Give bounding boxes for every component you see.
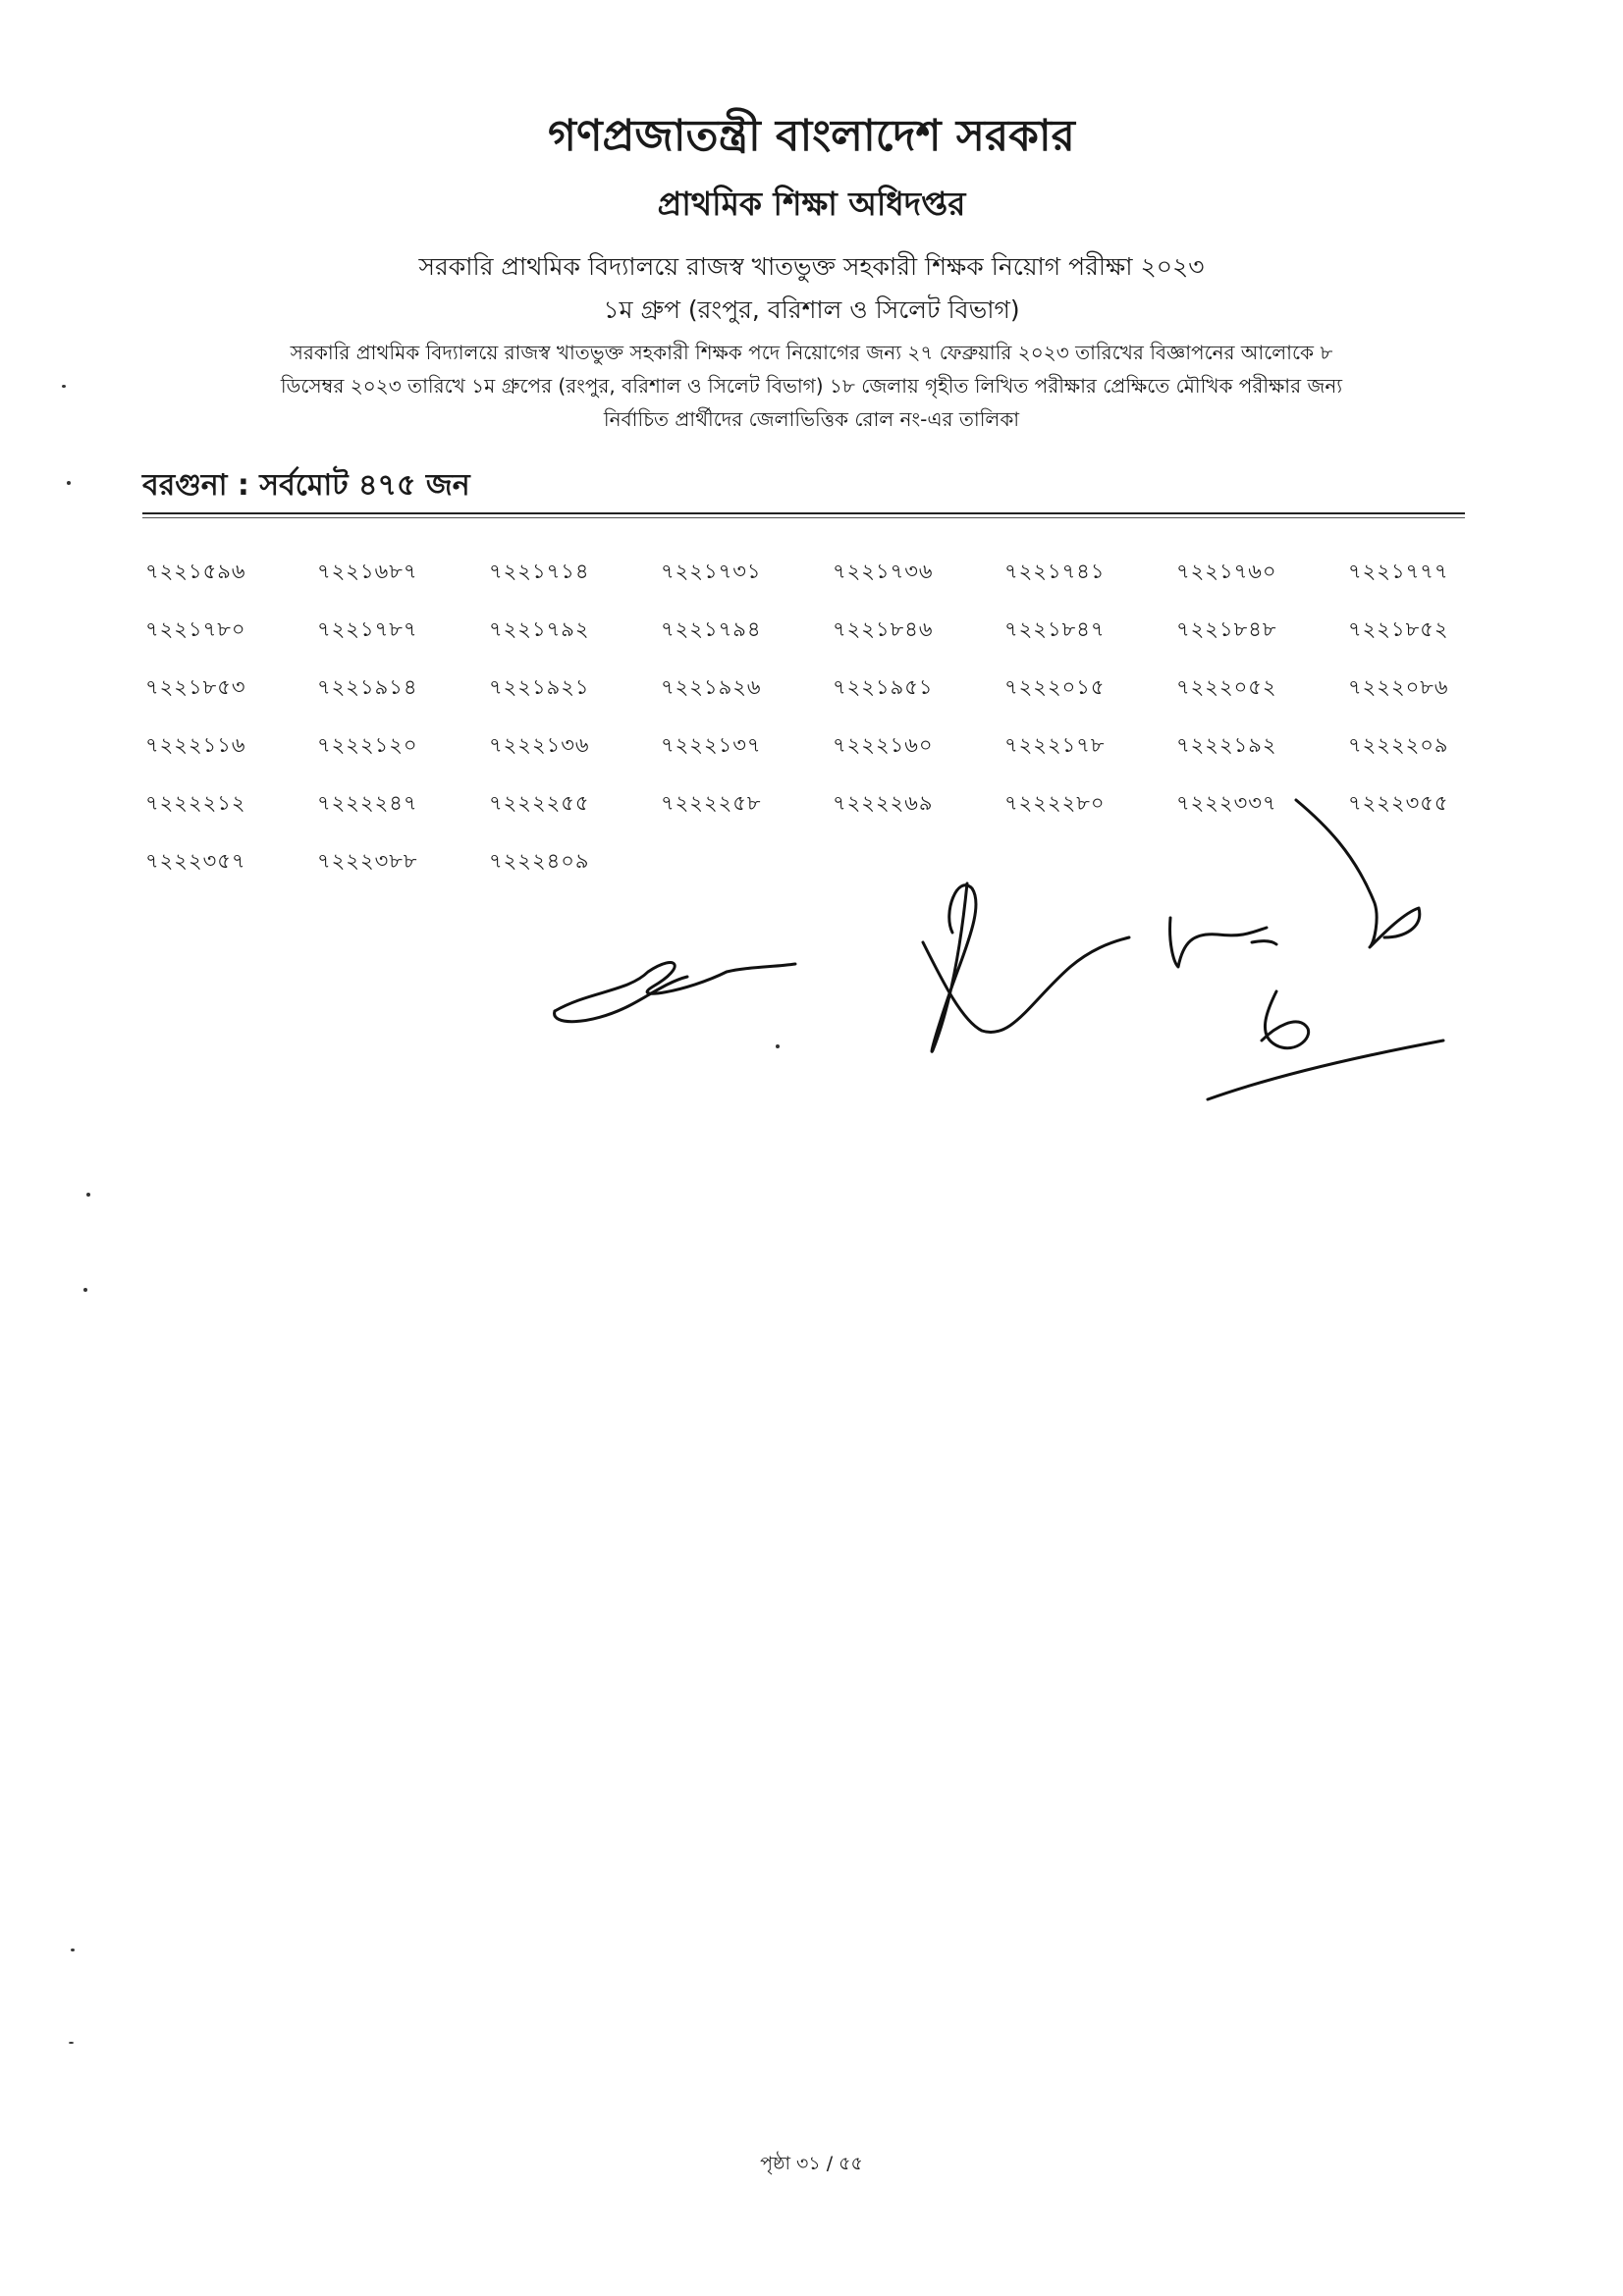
roll-number: ৭২২১৮৪৭: [1004, 617, 1106, 641]
roll-number: ৭২২২২৪৭: [317, 791, 418, 815]
government-title: গণপ্রজাতন্ত্রী বাংলাদেশ সরকার: [548, 111, 1075, 161]
department-title: প্রাথমিক শিক্ষা অধিদপ্তর: [657, 185, 966, 223]
roll-number: ৭২২১৭৬০: [1176, 560, 1277, 583]
signature-mark: [555, 963, 795, 1011]
notice-line: নির্বাচিত প্রার্থীদের জেলাভিত্তিক রোল নং-এর তালিকা: [603, 407, 1020, 431]
roll-row: [145, 787, 1481, 845]
roll-number: ৭২২১৫৯৬: [145, 560, 246, 583]
notice-text: [147, 336, 1476, 436]
divider: [142, 517, 1465, 518]
roll-number: ৭২২১৭১৪: [489, 560, 590, 583]
roll-number: ৭২২২৩৮৮: [317, 849, 418, 873]
district-heading: বরগুনা : সর্বমোট ৪৭৫ জন: [142, 468, 470, 503]
roll-number: ৭২২১৯২৬: [661, 675, 762, 699]
roll-number: ৭২২২৩৩৭: [1176, 791, 1277, 815]
roll-row: [145, 729, 1481, 787]
scan-speck: [71, 1949, 75, 1951]
roll-number: ৭২২২১৩৭: [661, 733, 762, 757]
roll-number: ৭২২২০৫২: [1176, 675, 1277, 699]
signature-mark: [1262, 991, 1309, 1048]
roll-number: ৭২২২৩৫৭: [145, 849, 246, 873]
signature-mark: [923, 937, 1129, 1033]
scan-speck: [83, 1288, 87, 1292]
roll-number: ৭২২২২৬৯: [833, 791, 934, 815]
roll-number: ৭২২১৭৪১: [1004, 560, 1106, 583]
roll-number: ৭২২১৮৪৬: [833, 617, 934, 641]
roll-number: ৭২২২১৬০: [833, 733, 934, 757]
roll-row: [145, 845, 1481, 903]
signature-mark: [1208, 1041, 1443, 1099]
roll-number: ৭২২২০৮৬: [1348, 675, 1449, 699]
roll-number: ৭২২২১৩৬: [489, 733, 590, 757]
roll-number: ৭২২১৭৯৪: [661, 617, 762, 641]
roll-number: ৭২২১৬৮৭: [317, 560, 418, 583]
roll-row: [145, 614, 1481, 671]
roll-number: ৭২২১৯৫১: [833, 675, 934, 699]
roll-row: [145, 671, 1481, 729]
scan-speck: [67, 481, 71, 485]
roll-number: ৭২২১৭৮০: [145, 617, 246, 641]
roll-number: ৭২২১৭৯২: [489, 617, 590, 641]
page-number: পৃষ্ঠা ৩১ / ৫৫: [760, 2153, 863, 2174]
roll-number: ৭২২২২১২: [145, 791, 246, 815]
roll-number: ৭২২১৭৮৭: [317, 617, 418, 641]
group-title: ১ম গ্রুপ (রংপুর, বরিশাল ও সিলেট বিভাগ): [603, 295, 1020, 324]
scan-speck: [86, 1193, 90, 1197]
divider: [142, 512, 1465, 514]
scan-speck: [776, 1044, 780, 1048]
roll-number: ৭২২২০১৫: [1004, 675, 1106, 699]
signature-mark: [1170, 918, 1276, 967]
roll-number: ৭২২১৯১৪: [317, 675, 418, 699]
notice-line: সরকারি প্রাথমিক বিদ্যালয়ে রাজস্ব খাতভুক্ত সহকারী শিক্ষক পদে নিয়োগের জন্য ২৭ ফেব্রুয়ারি ২০২৩ তারিখের বিজ্ঞাপনের আলোকে ৮: [290, 341, 1333, 364]
roll-number: ৭২২২৪০৯: [489, 849, 590, 873]
roll-number: ৭২২২১৭৮: [1004, 733, 1106, 757]
scan-speck: [69, 2042, 74, 2044]
roll-number: ৭২২২৩৫৫: [1348, 791, 1449, 815]
roll-number: ৭২২২২৫৮: [661, 791, 762, 815]
roll-number: ৭২২২১২০: [317, 733, 418, 757]
roll-number: ৭২২১৭৭৭: [1348, 560, 1449, 583]
roll-number: ৭২২১৭৩৬: [833, 560, 934, 583]
roll-number: ৭২২১৮৪৮: [1176, 617, 1277, 641]
roll-number: ৭২২২২৫৫: [489, 791, 590, 815]
notice-line: ডিসেম্বর ২০২৩ তারিখে ১ম গ্রুপের (রংপুর, বরিশাল ও সিলেট বিভাগ) ১৮ জেলায় গৃহীত লিখিত পরীক্ষার প্রেক্ষিতে মৌখিক পরীক্ষার জন্য: [280, 374, 1343, 398]
roll-number: ৭২২২১৯২: [1176, 733, 1277, 757]
roll-number: ৭২২২১১৬: [145, 733, 246, 757]
signature-mark: [932, 883, 976, 1051]
roll-number: ৭২২১৮৫৩: [145, 675, 246, 699]
exam-title: সরকারি প্রাথমিক বিদ্যালয়ে রাজস্ব খাতভুক্ত সহকারী শিক্ষক নিয়োগ পরীক্ষা ২০২৩: [418, 252, 1205, 281]
signature-mark: [555, 977, 687, 1022]
roll-number: ৭২২২২৮০: [1004, 791, 1106, 815]
roll-number: ৭২২১৮৫২: [1348, 617, 1449, 641]
roll-row: [145, 556, 1481, 614]
scan-speck: [62, 385, 66, 388]
roll-number: ৭২২১৭৩১: [661, 560, 762, 583]
roll-number-list: [145, 556, 1481, 903]
roll-number: ৭২২২২০৯: [1348, 733, 1449, 757]
roll-number: ৭২২১৯২১: [489, 675, 590, 699]
